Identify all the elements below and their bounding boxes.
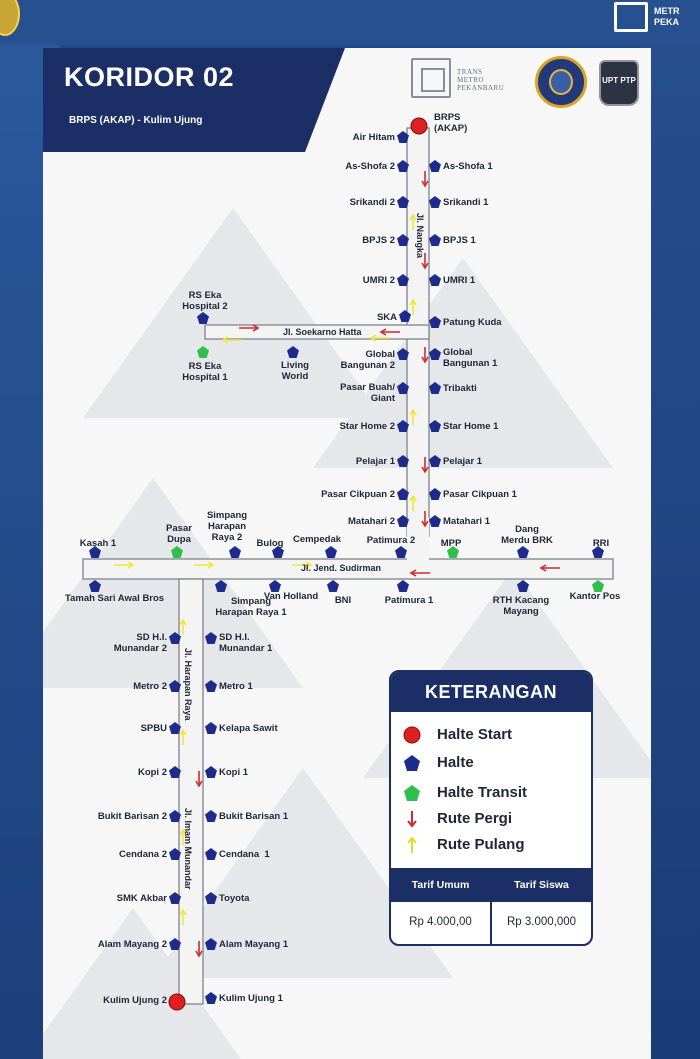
stop-label: MPP xyxy=(440,538,462,549)
stop-label: Srikandi 2 xyxy=(349,197,395,208)
stop-label: Pasar Cikpuan 2 xyxy=(321,489,395,500)
stop-label: Cendana 2 xyxy=(118,849,167,860)
stop-label: SD H.I. Munandar 1 xyxy=(219,632,273,654)
blue-pentagon-icon xyxy=(403,754,421,772)
legend-item-halte-start xyxy=(401,722,591,748)
metro-logo-icon xyxy=(614,2,648,32)
stop-label: Matahari 2 xyxy=(348,516,395,527)
halte-marker xyxy=(205,722,217,734)
road-label: Jl. Soekarno Hatta xyxy=(283,327,362,337)
halte-marker xyxy=(205,892,217,904)
stop-label: Bukit Barisan 2 xyxy=(97,811,167,822)
halte-marker xyxy=(325,546,337,558)
halte-marker xyxy=(429,455,441,467)
halte-start-marker xyxy=(169,994,185,1010)
halte-marker xyxy=(205,848,217,860)
halte-marker xyxy=(429,382,441,394)
halte-marker xyxy=(429,348,441,360)
stop-label: SPBU xyxy=(140,723,167,734)
stop-label: Pelajar 1 xyxy=(443,456,483,467)
stop-label: Global Bangunan 1 xyxy=(443,347,498,369)
stop-label: Van Holland xyxy=(263,591,319,602)
stop-label: Alam Mayang 1 xyxy=(219,939,289,950)
fare-siswa-value: Rp 3.000,000 xyxy=(506,916,577,928)
halte-marker xyxy=(205,680,217,692)
stop-label: RS Eka Hospital 1 xyxy=(182,361,228,383)
stop-label: Patimura 2 xyxy=(366,535,416,546)
stop-label: SD H.I. Munandar 2 xyxy=(113,632,167,654)
stop-label: Metro 2 xyxy=(133,681,167,692)
stop-label: Kopi 1 xyxy=(219,767,249,778)
stop-label: BPJS 2 xyxy=(362,235,395,246)
legend-label: Rute Pulang xyxy=(437,836,525,853)
road-label: Jl. Jend. Sudirman xyxy=(301,563,382,573)
red-down-arrow-icon xyxy=(403,810,421,828)
stop-label: Global Bangunan 2 xyxy=(340,349,395,371)
stop-label: Patung Kuda xyxy=(443,317,502,328)
stop-label: Kulim Ujung 1 xyxy=(219,993,283,1004)
halte-marker xyxy=(429,316,441,328)
legend-item-halte xyxy=(401,750,591,776)
halte-marker xyxy=(429,488,441,500)
halte-marker xyxy=(429,160,441,172)
halte-marker xyxy=(197,312,209,324)
halte-marker xyxy=(89,580,101,592)
halte-marker xyxy=(429,420,441,432)
halte-marker xyxy=(215,580,227,592)
halte-marker xyxy=(429,515,441,527)
legend-item-rute-pergi xyxy=(401,806,591,832)
stop-label: Metro 1 xyxy=(219,681,253,692)
halte-marker xyxy=(397,580,409,592)
red-circle-icon xyxy=(403,726,421,744)
stop-label: Matahari 1 xyxy=(443,516,490,527)
stop-label: Dang Merdu BRK xyxy=(501,524,553,546)
page-subtitle: BRPS (AKAP) - Kulim Ujung xyxy=(69,115,203,126)
stop-label: Pelajar 1 xyxy=(355,456,395,467)
upt-logo-text: UPT PTP xyxy=(602,76,636,85)
road-label: Jl. Harapan Raya xyxy=(183,648,193,721)
stop-label: UMRI 2 xyxy=(362,275,395,286)
fare-umum-value: Rp 4.000,00 xyxy=(409,916,472,928)
legend xyxy=(389,670,593,946)
yellow-up-arrow-icon xyxy=(403,836,421,854)
halte-marker xyxy=(395,546,407,558)
halte-marker xyxy=(205,632,217,644)
stop-label: Bulog xyxy=(256,538,284,549)
trans-metro-logo-text: TRANS METRO PEKANBARU xyxy=(457,68,505,92)
stop-label: Kantor Pos xyxy=(569,591,621,602)
halte-marker xyxy=(429,196,441,208)
stop-label: RRI xyxy=(592,538,610,549)
halte-marker xyxy=(205,938,217,950)
stop-label: RS Eka Hospital 2 xyxy=(182,290,228,312)
stop-label: Pasar Dupa xyxy=(166,523,192,545)
halte-marker xyxy=(205,992,217,1004)
halte-marker xyxy=(287,346,299,358)
halte-transit-marker xyxy=(197,346,209,358)
stop-label: Star Home 1 xyxy=(443,421,499,432)
stop-label: SKA xyxy=(376,312,397,323)
stop-label: BRPS (AKAP) xyxy=(434,112,468,134)
stop-label: Kasah 1 xyxy=(79,538,117,549)
background-top-band xyxy=(0,0,700,45)
stop-label: Pasar Cikpuan 1 xyxy=(443,489,517,500)
legend-label: Rute Pergi xyxy=(437,810,513,827)
legend-item-halte-transit xyxy=(401,780,591,806)
halte-transit-marker xyxy=(171,546,183,558)
stop-label: Toyota xyxy=(219,893,250,904)
stop-label: Air Hitam xyxy=(352,132,395,143)
stop-label: Kulim Ujung 2 xyxy=(103,995,167,1006)
road-segment xyxy=(179,579,203,1004)
halte-marker xyxy=(205,810,217,822)
stop-label: Cendana 1 xyxy=(219,849,270,860)
stop-label: As-Shofa 2 xyxy=(345,161,395,172)
stop-label: Living World xyxy=(281,360,309,382)
stop-label: Patimura 1 xyxy=(384,595,434,606)
stop-label: UMRI 1 xyxy=(443,275,476,286)
top-logo-text: METR PEKA xyxy=(654,6,680,27)
stop-label: Cempedak xyxy=(292,534,342,545)
legend-label: Halte Start xyxy=(437,726,513,743)
legend-label: Halte Transit xyxy=(437,784,528,801)
stop-label: Alam Mayang 2 xyxy=(97,939,167,950)
fare-siswa-header: Tarif Siswa xyxy=(492,868,591,902)
stop-label: Simpang Harapan Raya 1 xyxy=(215,596,287,618)
halte-marker xyxy=(429,274,441,286)
stop-label: Srikandi 1 xyxy=(443,197,489,208)
fare-umum-header: Tarif Umum xyxy=(391,868,490,902)
halte-start-marker xyxy=(411,118,427,134)
stop-label: Kelapa Sawit xyxy=(219,723,278,734)
stop-label: BNI xyxy=(334,595,352,606)
halte-marker xyxy=(517,580,529,592)
stop-label: BPJS 1 xyxy=(443,235,476,246)
fare-divider xyxy=(490,868,492,944)
stop-label: RTH Kacang Mayang xyxy=(492,595,550,617)
road-label: Jl. Imam Munandar xyxy=(183,808,193,890)
stop-label: Tribakti xyxy=(443,383,477,394)
stop-label: Tamah Sari Awal Bros xyxy=(65,593,165,604)
page-title: KORIDOR 02 xyxy=(64,62,235,92)
stop-label: Simpang Harapan Raya 2 xyxy=(206,510,248,543)
stop-label: As-Shofa 1 xyxy=(443,161,493,172)
green-pentagon-icon xyxy=(403,784,421,802)
legend-label: Halte xyxy=(437,754,474,771)
route-map-card xyxy=(43,48,651,1059)
halte-marker xyxy=(205,766,217,778)
stop-label: Bukit Barisan 1 xyxy=(219,811,289,822)
road-label: Jl. Nangka xyxy=(415,213,425,259)
legend-title: KETERANGAN xyxy=(391,672,591,712)
stop-label: Pasar Buah/ Giant xyxy=(340,382,395,404)
halte-marker xyxy=(517,546,529,558)
stop-label: SMK Akbar xyxy=(116,893,167,904)
halte-marker xyxy=(429,234,441,246)
legend-item-rute-pulang xyxy=(401,832,591,858)
stop-label: Star Home 2 xyxy=(339,421,395,432)
stop-label: Kopi 2 xyxy=(137,767,167,778)
